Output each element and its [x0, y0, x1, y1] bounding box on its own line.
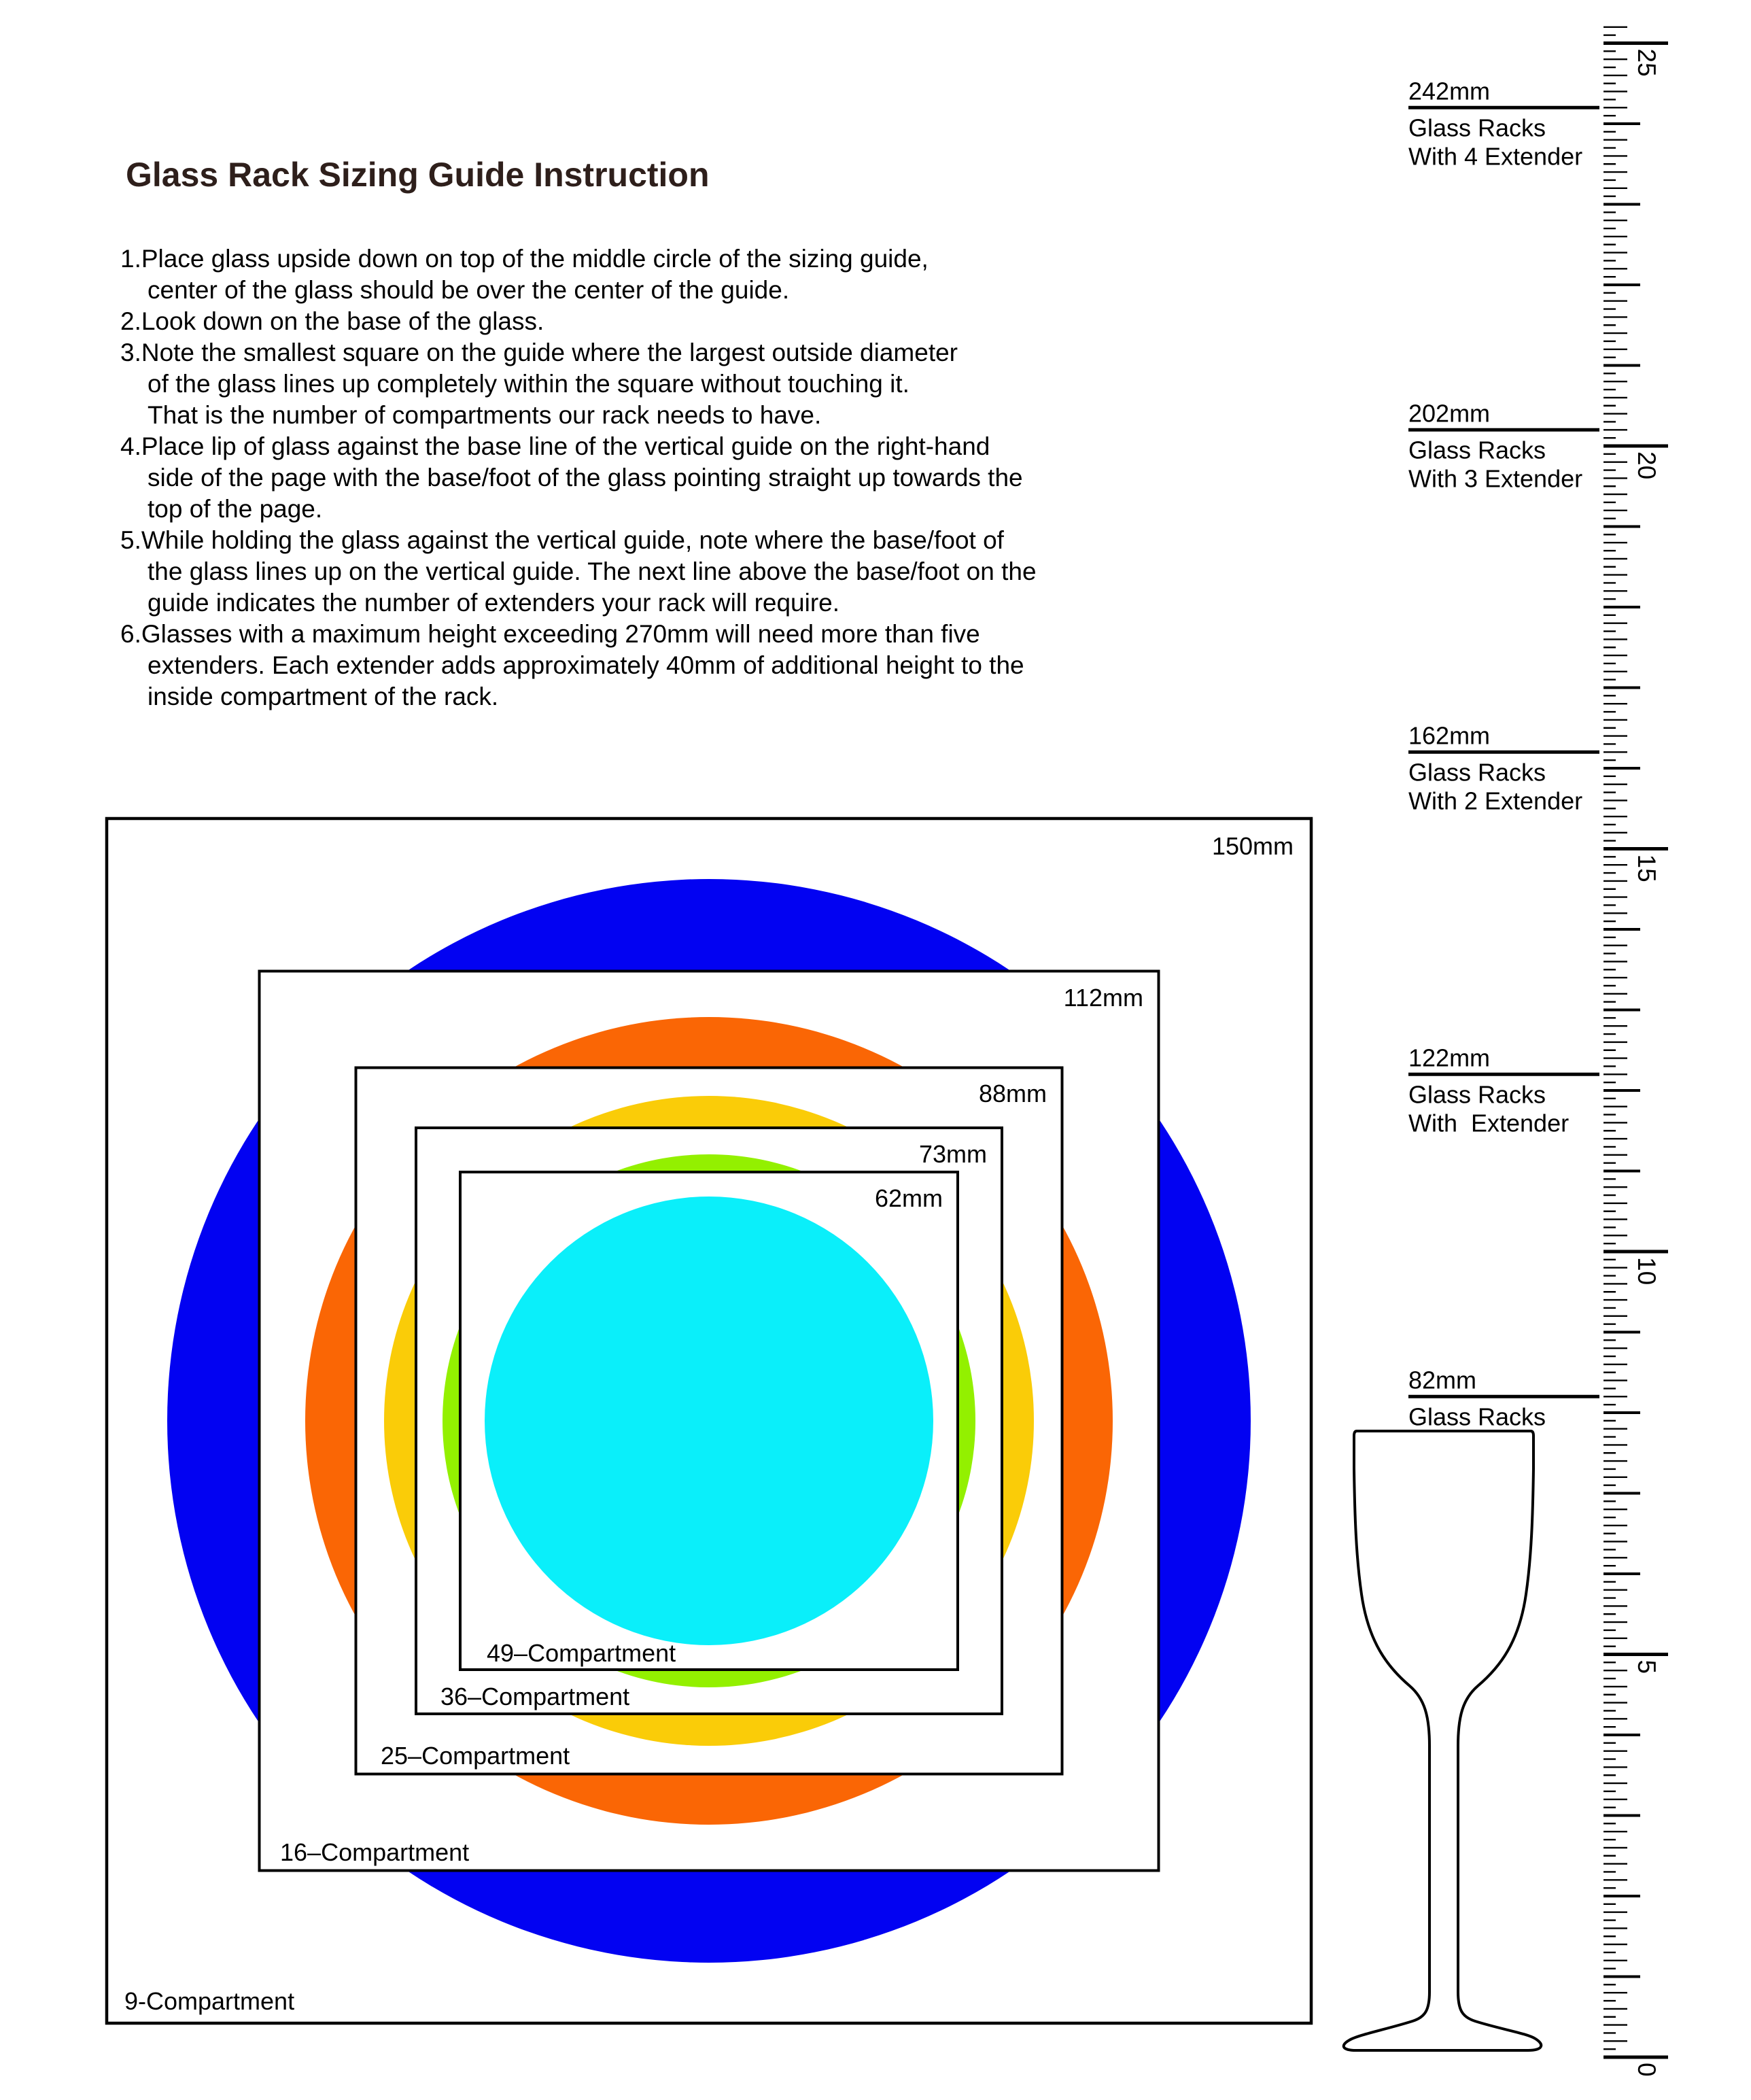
compartment-label: 49–Compartment: [487, 1639, 676, 1667]
ruler-cm-number: 25: [1633, 48, 1661, 77]
instruction-line: 6.Glasses with a maximum height exceeding 270mm will need more than five: [120, 620, 980, 648]
page-title: Glass Rack Sizing Guide Instruction: [126, 156, 710, 194]
compartment-label: 36–Compartment: [440, 1683, 630, 1710]
instruction-line: side of the page with the base/foot of the glass pointing straight up towards the: [148, 464, 1023, 492]
wine-glass-outline: [1344, 1431, 1542, 2050]
ruler-callout-text: Glass Racks: [1408, 758, 1546, 787]
cyan-circle: [485, 1197, 933, 1645]
instruction-line: guide indicates the number of extenders your rack will require.: [148, 589, 840, 617]
instruction-line: of the glass lines up completely within the square without touching it.: [148, 370, 909, 398]
ruler-callout-text: With 3 Extender: [1408, 464, 1583, 493]
compartment-label: 16–Compartment: [280, 1838, 470, 1866]
ruler-cm-number: 10: [1633, 1257, 1661, 1286]
ruler-callouts: [1408, 77, 1599, 1430]
instruction-line: 4.Place lip of glass against the base line of the vertical guide on the right-hand: [120, 432, 990, 460]
ruler-cm-number: 5: [1633, 1659, 1661, 1674]
instruction-line: 2.Look down on the base of the glass.: [120, 307, 544, 335]
instruction-line: 5.While holding the glass against the vertical guide, note where the base/foot of: [120, 526, 1004, 554]
ruler-callout-text: With Extender: [1408, 1109, 1570, 1137]
square-size-label: 150mm: [1211, 832, 1294, 860]
instruction-line: 3.Note the smallest square on the guide where the largest outside diameter: [120, 339, 958, 366]
ruler-callout-text: Glass Racks: [1408, 114, 1546, 142]
ruler-callout-text: With 4 Extender: [1408, 142, 1583, 171]
ruler-callout-size: 162mm: [1408, 721, 1491, 750]
instruction-line: center of the glass should be over the center of the guide.: [148, 276, 790, 304]
ruler-callout-text: Glass Racks: [1408, 436, 1546, 464]
compartment-label: 25–Compartment: [381, 1742, 570, 1770]
ruler-callout-size: 82mm: [1408, 1366, 1477, 1394]
ruler-callout-text: Glass Racks: [1408, 1080, 1546, 1109]
compartment-label: 9-Compartment: [124, 1987, 295, 2015]
square-size-label: 112mm: [1063, 984, 1143, 1012]
ruler-callout-size: 202mm: [1408, 399, 1491, 428]
instruction-line: 1.Place glass upside down on top of the middle circle of the sizing guide,: [120, 245, 929, 273]
ruler-callout-text: With 2 Extender: [1408, 787, 1583, 815]
square-size-label: 73mm: [918, 1140, 987, 1168]
ruler-cm-number: 20: [1633, 451, 1661, 480]
square-size-label: 88mm: [978, 1080, 1047, 1107]
ruler-cm-number: 0: [1633, 2063, 1661, 2077]
ruler-callout-size: 242mm: [1408, 77, 1491, 105]
instruction-line: top of the page.: [148, 495, 323, 523]
ruler-callout-size: 122mm: [1408, 1044, 1491, 1072]
instruction-line: That is the number of compartments our rack needs to have.: [148, 401, 822, 429]
ruler-cm-number: 15: [1633, 854, 1661, 882]
instruction-line: the glass lines up on the vertical guide. The next line above the base/foot on the: [148, 557, 1037, 585]
instruction-line: extenders. Each extender adds approximately 40mm of additional height to the: [148, 651, 1024, 679]
square-size-label: 62mm: [874, 1184, 943, 1212]
vertical-ruler: [1603, 27, 1668, 2077]
instruction-line: inside compartment of the rack.: [148, 683, 499, 710]
ruler-callout-text: Glass Racks: [1408, 1402, 1546, 1431]
